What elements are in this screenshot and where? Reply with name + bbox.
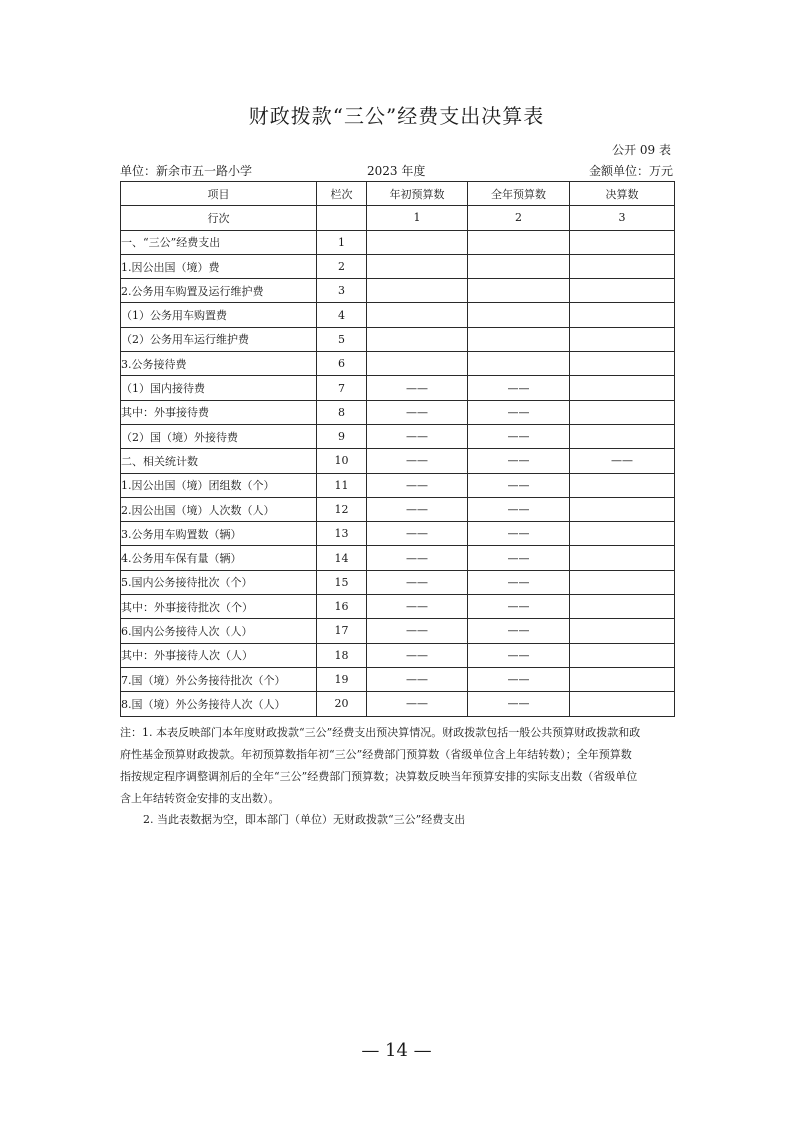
- row-value-cell-b: [468, 279, 570, 303]
- table-row: [121, 449, 675, 473]
- year-label: 2023 年度: [367, 164, 426, 178]
- row-line-cell: 20: [317, 692, 367, 716]
- row-value-cell-b: ——: [468, 570, 570, 594]
- row-line-cell: 19: [317, 667, 367, 691]
- row-value-cell-a: ——: [367, 667, 468, 691]
- row-item-cell: 1.因公出国（境）团组数（个）: [121, 473, 317, 497]
- row-value-cell-c: [570, 230, 675, 254]
- row-item-cell: （2）公务用车运行维护费: [121, 327, 317, 351]
- row-value-cell-c: [570, 667, 675, 691]
- header-final-accounts: 决算数: [570, 182, 675, 206]
- row-value-cell-a: ——: [367, 473, 468, 497]
- row-line-cell: 9: [317, 424, 367, 448]
- row-value-cell-b: ——: [468, 473, 570, 497]
- row-line-cell: 1: [317, 230, 367, 254]
- table-row: [121, 254, 675, 278]
- table-row: [121, 546, 675, 570]
- row-value-cell-c: [570, 303, 675, 327]
- row-line-cell: 2: [317, 254, 367, 278]
- index-b-cell: 2: [468, 206, 570, 230]
- row-item-cell: 8.国（境）外公务接待人次（人）: [121, 692, 317, 716]
- index-line-cell: [317, 206, 367, 230]
- row-value-cell-a: ——: [367, 546, 468, 570]
- row-item-cell: 1.因公出国（境）费: [121, 254, 317, 278]
- table-header-row: [121, 182, 675, 206]
- row-value-cell-c: [570, 279, 675, 303]
- row-line-cell: 12: [317, 497, 367, 521]
- row-item-cell: 7.国（境）外公务接待批次（个）: [121, 667, 317, 691]
- row-item-cell: 一、“三公”经费支出: [121, 230, 317, 254]
- note-line: 注：1. 本表反映部门本年度财政拨款“三公”经费支出预决算情况。财政拨款包括一般公共预算财政拨款和政: [120, 726, 641, 739]
- row-value-cell-a: [367, 279, 468, 303]
- note-line: 府性基金预算财政拨款。年初预算数指年初“三公”经费部门预算数（省级单位含上年结转数）；全年预算数: [120, 748, 632, 761]
- expenditure-table: [120, 181, 675, 717]
- row-value-cell-c: [570, 570, 675, 594]
- amount-unit-label: 金额单位：万元: [588, 164, 673, 178]
- row-value-cell-c: [570, 643, 675, 667]
- row-value-cell-a: ——: [367, 619, 468, 643]
- row-value-cell-a: ——: [367, 643, 468, 667]
- form-number: 公开 09 表: [612, 143, 671, 157]
- row-value-cell-a: ——: [367, 449, 468, 473]
- row-line-cell: 8: [317, 400, 367, 424]
- table-notes: [120, 722, 676, 810]
- row-item-cell: 6.国内公务接待人次（人）: [121, 619, 317, 643]
- table-row: [121, 279, 675, 303]
- row-value-cell-c: [570, 692, 675, 716]
- row-item-cell: 2.公务用车购置及运行维护费: [121, 279, 317, 303]
- row-value-cell-c: [570, 424, 675, 448]
- row-value-cell-a: ——: [367, 497, 468, 521]
- row-value-cell-a: [367, 230, 468, 254]
- row-value-cell-c: [570, 254, 675, 278]
- row-line-cell: 5: [317, 327, 367, 351]
- header-full-year-budget: 全年预算数: [468, 182, 570, 206]
- row-value-cell-b: [468, 327, 570, 351]
- table-row: [121, 400, 675, 424]
- table-row: [121, 473, 675, 497]
- row-value-cell-b: ——: [468, 619, 570, 643]
- row-item-cell: 其中：外事接待批次（个）: [121, 595, 317, 619]
- header-line: 栏次: [317, 182, 367, 206]
- table-row: [121, 327, 675, 351]
- unit-label: 单位：新余市五一路小学: [120, 164, 253, 178]
- row-value-cell-a: ——: [367, 692, 468, 716]
- note-line: 含上年结转资金安排的支出数）。: [120, 792, 280, 805]
- row-line-cell: 7: [317, 376, 367, 400]
- row-value-cell-a: ——: [367, 424, 468, 448]
- row-item-cell: 其中：外事接待费: [121, 400, 317, 424]
- row-line-cell: 17: [317, 619, 367, 643]
- row-line-cell: 3: [317, 279, 367, 303]
- row-value-cell-b: ——: [468, 449, 570, 473]
- row-line-cell: 6: [317, 352, 367, 376]
- index-c-cell: 3: [570, 206, 675, 230]
- row-value-cell-c: [570, 595, 675, 619]
- row-value-cell-b: [468, 254, 570, 278]
- row-value-cell-b: [468, 303, 570, 327]
- table-row: [121, 230, 675, 254]
- row-line-cell: 14: [317, 546, 367, 570]
- row-line-cell: 10: [317, 449, 367, 473]
- row-value-cell-c: [570, 376, 675, 400]
- note-line: 指按规定程序调整调剂后的全年“三公”经费部门预算数；决算数反映当年预算安排的实际支出数（省级单位: [120, 770, 638, 783]
- row-item-cell: 3.公务用车购置数（辆）: [121, 522, 317, 546]
- table-row: [121, 570, 675, 594]
- row-value-cell-a: [367, 327, 468, 351]
- row-value-cell-c: [570, 619, 675, 643]
- row-item-cell: 二、相关统计数: [121, 449, 317, 473]
- row-line-cell: 16: [317, 595, 367, 619]
- row-value-cell-a: [367, 352, 468, 376]
- row-value-cell-b: ——: [468, 376, 570, 400]
- table-row: [121, 619, 675, 643]
- row-value-cell-a: ——: [367, 376, 468, 400]
- header-initial-budget: 年初预算数: [367, 182, 468, 206]
- row-value-cell-c: [570, 400, 675, 424]
- row-value-cell-a: [367, 254, 468, 278]
- row-item-cell: 3.公务接待费: [121, 352, 317, 376]
- table-row: [121, 667, 675, 691]
- row-value-cell-a: [367, 303, 468, 327]
- table-row: [121, 643, 675, 667]
- row-line-cell: 15: [317, 570, 367, 594]
- note-2: 2. 当此表数据为空，即本部门（单位）无财政拨款“三公”经费支出: [143, 813, 466, 826]
- table-row: [121, 303, 675, 327]
- table-row: [121, 352, 675, 376]
- row-value-cell-c: [570, 497, 675, 521]
- table-row: [121, 424, 675, 448]
- row-item-cell: （2）国（境）外接待费: [121, 424, 317, 448]
- page-number: — 14 —: [361, 1040, 432, 1061]
- row-value-cell-b: ——: [468, 667, 570, 691]
- row-value-cell-b: ——: [468, 643, 570, 667]
- row-item-cell: 5.国内公务接待批次（个）: [121, 570, 317, 594]
- row-value-cell-c: ——: [570, 449, 675, 473]
- page-title: 财政拨款“三公”经费支出决算表: [248, 104, 545, 128]
- row-item-cell: 4.公务用车保有量（辆）: [121, 546, 317, 570]
- row-value-cell-a: ——: [367, 595, 468, 619]
- table-row: [121, 692, 675, 716]
- row-line-cell: 11: [317, 473, 367, 497]
- row-item-cell: 2.因公出国（境）人次数（人）: [121, 497, 317, 521]
- header-item: 项目: [121, 182, 317, 206]
- row-value-cell-b: ——: [468, 497, 570, 521]
- row-value-cell-c: [570, 352, 675, 376]
- row-value-cell-b: ——: [468, 424, 570, 448]
- row-item-cell: 其中：外事接待人次（人）: [121, 643, 317, 667]
- row-value-cell-c: [570, 473, 675, 497]
- table-row: [121, 376, 675, 400]
- index-item-cell: 行次: [121, 206, 317, 230]
- row-line-cell: 13: [317, 522, 367, 546]
- row-item-cell: （1）公务用车购置费: [121, 303, 317, 327]
- row-value-cell-c: [570, 546, 675, 570]
- row-value-cell-b: [468, 352, 570, 376]
- column-index-row: [121, 206, 675, 230]
- table-row: [121, 497, 675, 521]
- row-value-cell-b: ——: [468, 595, 570, 619]
- row-value-cell-a: ——: [367, 522, 468, 546]
- row-line-cell: 18: [317, 643, 367, 667]
- row-value-cell-a: ——: [367, 400, 468, 424]
- table-row: [121, 522, 675, 546]
- row-item-cell: （1）国内接待费: [121, 376, 317, 400]
- row-value-cell-c: [570, 327, 675, 351]
- table-row: [121, 595, 675, 619]
- index-a-cell: 1: [367, 206, 468, 230]
- row-value-cell-b: [468, 230, 570, 254]
- row-value-cell-b: ——: [468, 692, 570, 716]
- row-value-cell-b: ——: [468, 522, 570, 546]
- row-line-cell: 4: [317, 303, 367, 327]
- row-value-cell-c: [570, 522, 675, 546]
- meta-row: [120, 162, 673, 180]
- row-value-cell-b: ——: [468, 546, 570, 570]
- row-value-cell-a: ——: [367, 570, 468, 594]
- row-value-cell-b: ——: [468, 400, 570, 424]
